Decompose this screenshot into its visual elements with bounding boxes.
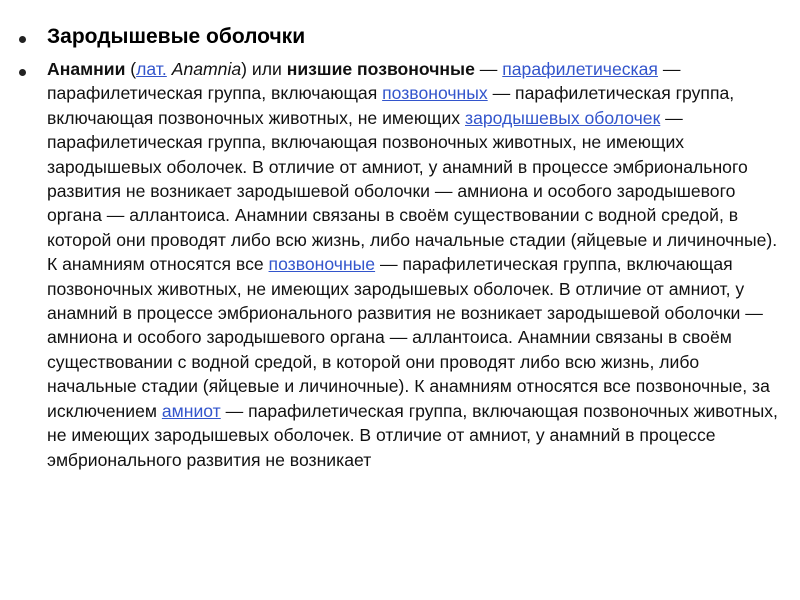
term-lower-vertebrates: низшие позвоночные [286,59,475,79]
text-segment: ( [125,59,137,79]
slide-heading: Зародышевые оболочки [47,25,306,48]
text-segment: — [474,59,503,79]
link-embryonic-membranes[interactable]: зародышевых оболочек [465,107,661,128]
text-segment: — парафилетическая группа, включающая [47,59,681,104]
text-segment: — парафилетическая группа, включающая позвоночных животных, не имеющих зародышевых оболочек. В отличие от амниот, у анамний в процессе эмбрионального развития не возникает зародышевой оболочки — амниона и особого зародышевого органа — аллантоиса. Анамнии связаны в своём существовании с водной средой, в которой они проводят либо всю жизнь, либо начальные стадии (яйцевые и личиночные). К анамниям относятся все позвоночные, за исключением [47,254,770,421]
link-vertebrates-2[interactable]: позвоночные [268,254,376,275]
link-paraphyletic[interactable]: парафилетическая [502,59,658,79]
body-paragraph [47,57,784,472]
term-anamnia: Анамнии [47,59,126,79]
text-segment: — парафилетическая группа, включающая позвоночных животных, не имеющих зародышевых оболочек. В отличие от амниот, у анамний в процессе эмбрионального развития не возникает [47,400,778,470]
link-vertebrates[interactable]: позвоночных [382,83,488,104]
bullet-icon [19,36,26,43]
latin-name: Anamnia [171,59,242,79]
text-segment: — парафилетическая группа, включающая позвоночных животных, не имеющих [47,83,735,128]
text-segment: ) или [241,59,287,79]
link-lat[interactable]: лат. [136,59,167,79]
text-segment: — парафилетическая группа, включающая позвоночных животных, не имеющих зародышевых оболочек. В отличие от амниот, у анамний в процессе эмбрионального развития не возникает зародышевой оболочки — амниона и особого зародышевого органа — аллантоиса. Анамнии связаны в своём существовании с водной средой, в которой они проводят либо всю жизнь, либо начальные стадии (яйцевые и личиночные). К анамниям относятся все [47,107,778,275]
link-amniotes[interactable]: амниот [161,400,221,421]
bullet-icon [19,69,26,76]
